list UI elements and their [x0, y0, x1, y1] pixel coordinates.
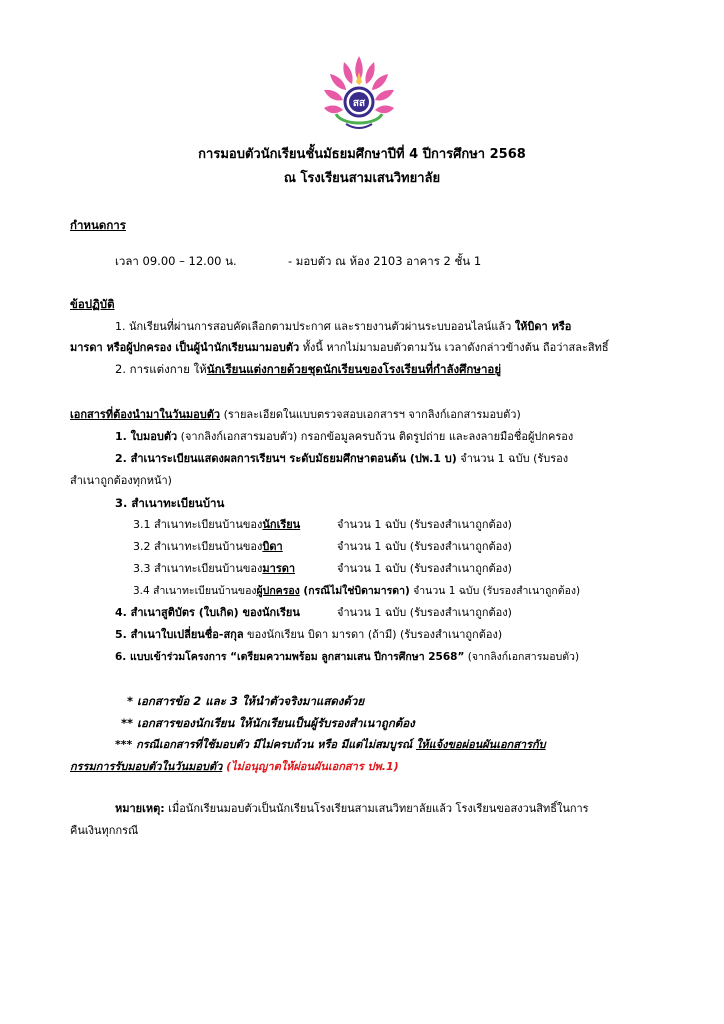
doc-item-2-title: 2. สำเนาระเบียนแสดงผลการเรียนฯ ระดับมัธยมศึกษาตอนต้น (ปพ.1 บ) — [115, 452, 457, 465]
documents-heading-note: (รายละเอียดในแบบตรวจสอบเอกสารฯ จากลิงก์เอกสารมอบตัว) — [220, 408, 521, 421]
note-1: * เอกสารข้อ 2 และ 3 ให้นำตัวจริงมาแสดงด้วย — [127, 694, 365, 708]
note-3-cont — [70, 760, 399, 775]
doc-item-3-4-copy: จำนวน 1 ฉบับ (รับรองสำเนาถูกต้อง) — [409, 585, 581, 597]
doc-item-3-3-who: มารดา — [262, 562, 296, 575]
doc-item-3: 3. สำเนาทะเบียนบ้าน — [115, 496, 225, 510]
doc-item-3-4-text: 3.4 สำเนาทะเบียนบ้านของ — [133, 585, 257, 597]
doc-item-5-title: 5. สำเนาใบเปลี่ยนชื่อ-สกุล — [115, 628, 244, 641]
doc-item-3-4-cond: (กรณีไม่ใช่บิดามารดา) — [299, 585, 410, 597]
rule-2-text: 2. การแต่งกาย ให้ — [115, 362, 207, 376]
rule-1-emphasis: ให้บิดา หรือ — [514, 320, 572, 333]
documents-heading-line — [70, 408, 521, 423]
remark-text: เมื่อนักเรียนมอบตัวเป็นนักเรียนโรงเรียนสามเสนวิทยาลัยแล้ว โรงเรียนขอสงวนสิทธิ์ในการ — [164, 802, 589, 815]
rule-1-text: 1. นักเรียนที่ผ่านการสอบคัดเลือกตามประกาศ และรายงานตัวผ่านระบบออนไลน์แล้ว — [115, 320, 515, 333]
remark — [115, 802, 589, 817]
doc-item-1-desc: (จากลิงก์เอกสารมอบตัว) กรอกข้อมูลครบถ้วน ติดรูปถ่าย และลงลายมือชื่อผู้ปกครอง — [177, 430, 574, 443]
doc-item-3-1-copy: จำนวน 1 ฉบับ (รับรองสำเนาถูกต้อง) — [337, 518, 512, 531]
doc-item-3-2-text: 3.2 สำเนาทะเบียนบ้านของ — [133, 540, 263, 553]
doc-item-2 — [115, 452, 568, 467]
doc-item-1 — [115, 430, 573, 445]
doc-item-4-copy: จำนวน 1 ฉบับ (รับรองสำเนาถูกต้อง) — [337, 606, 512, 619]
rule-2 — [115, 362, 501, 378]
doc-item-3-3-copy: จำนวน 1 ฉบับ (รับรองสำเนาถูกต้อง) — [337, 562, 512, 575]
doc-item-2-cont: สำเนาถูกต้องทุกหน้า) — [70, 474, 172, 487]
schedule-time: เวลา 09.00 – 12.00 น. — [115, 254, 237, 268]
rule-1-line2 — [70, 341, 609, 356]
doc-item-3-1-text: 3.1 สำเนาทะเบียนบ้านของ — [133, 518, 263, 531]
doc-item-3-2-copy: จำนวน 1 ฉบับ (รับรองสำเนาถูกต้อง) — [337, 540, 512, 553]
doc-item-5-desc: ของนักเรียน บิดา มารดา (ถ้ามี) (รับรองสำเนาถูกต้อง) — [243, 628, 503, 641]
rules-heading: ข้อปฏิบัติ — [70, 297, 115, 311]
note-3-text: *** กรณีเอกสารที่ใช้มอบตัว มีไม่ครบถ้วน หรือ มีแต่ไม่สมบูรณ์ — [115, 738, 416, 751]
doc-item-6-desc: (จากลิงก์เอกสารมอบตัว) — [464, 651, 580, 663]
rule-1-text-2: ทั้งนี้ หากไม่มามอบตัวตามวัน เวลาดังกล่าวข้างต้น ถือว่าสละสิทธิ์ — [299, 341, 609, 354]
doc-item-3-4-who: ผู้ปกครอง — [256, 585, 300, 597]
doc-item-2-desc: จำนวน 1 ฉบับ (รับรอง — [456, 452, 569, 465]
document-subtitle: ณ โรงเรียนสามเสนวิทยาลัย — [283, 171, 441, 186]
doc-item-3-2-who: บิดา — [262, 540, 283, 553]
doc-item-6-title: 6. แบบเข้าร่วมโครงการ “เตรียมความพร้อม ลูกสามเสน ปีการศึกษา 2568” — [115, 651, 465, 663]
doc-item-5 — [115, 628, 502, 643]
note-3-emphasis-2: กรรมการรับมอบตัวในวันมอบตัว — [70, 760, 223, 773]
document-title: การมอบตัวนักเรียนชั้นมัธยมศึกษาปีที่ 4 ปีการศึกษา 2568 — [198, 147, 526, 162]
doc-item-6 — [115, 650, 579, 664]
documents-heading: เอกสารที่ต้องนำมาในวันมอบตัว — [70, 408, 221, 421]
schedule-heading: กำหนดการ — [70, 218, 126, 232]
remark-label: หมายเหตุ: — [115, 802, 165, 815]
doc-item-1-title: 1. ใบมอบตัว — [115, 430, 178, 443]
doc-item-3-3 — [133, 562, 295, 577]
rule-2-emphasis: นักเรียนแต่งกายด้วยชุดนักเรียนของโรงเรียนที่กำลังศึกษาอยู่ — [206, 362, 502, 376]
note-3-emphasis: ให้แจ้งขอผ่อนผันเอกสารกับ — [416, 738, 546, 751]
rule-1-emphasis-2: มารดา หรือผู้ปกครอง เป็นผู้นำนักเรียนมามอบตัว — [70, 341, 300, 354]
doc-item-3-3-text: 3.3 สำเนาทะเบียนบ้านของ — [133, 562, 263, 575]
remark-cont: คืนเงินทุกกรณี — [70, 824, 139, 837]
rule-1-line1 — [115, 320, 571, 335]
note-3-warning: (ไม่อนุญาตให้ผ่อนผันเอกสาร ปพ.1) — [222, 760, 399, 773]
schedule-place: - มอบตัว ณ ห้อง 2103 อาคาร 2 ชั้น 1 — [288, 254, 482, 268]
doc-item-3-2 — [133, 540, 283, 555]
doc-item-3-4 — [133, 584, 580, 598]
doc-item-3-1-who: นักเรียน — [262, 518, 301, 531]
note-2: ** เอกสารของนักเรียน ให้นักเรียนเป็นผู้รับรองสำเนาถูกต้อง — [121, 716, 415, 730]
school-logo-icon — [318, 52, 400, 134]
note-3 — [115, 738, 546, 753]
doc-item-3-1 — [133, 518, 300, 533]
svg-text:สส: สส — [352, 98, 366, 109]
doc-item-4: 4. สำเนาสูติบัตร (ใบเกิด) ของนักเรียน — [115, 606, 300, 619]
